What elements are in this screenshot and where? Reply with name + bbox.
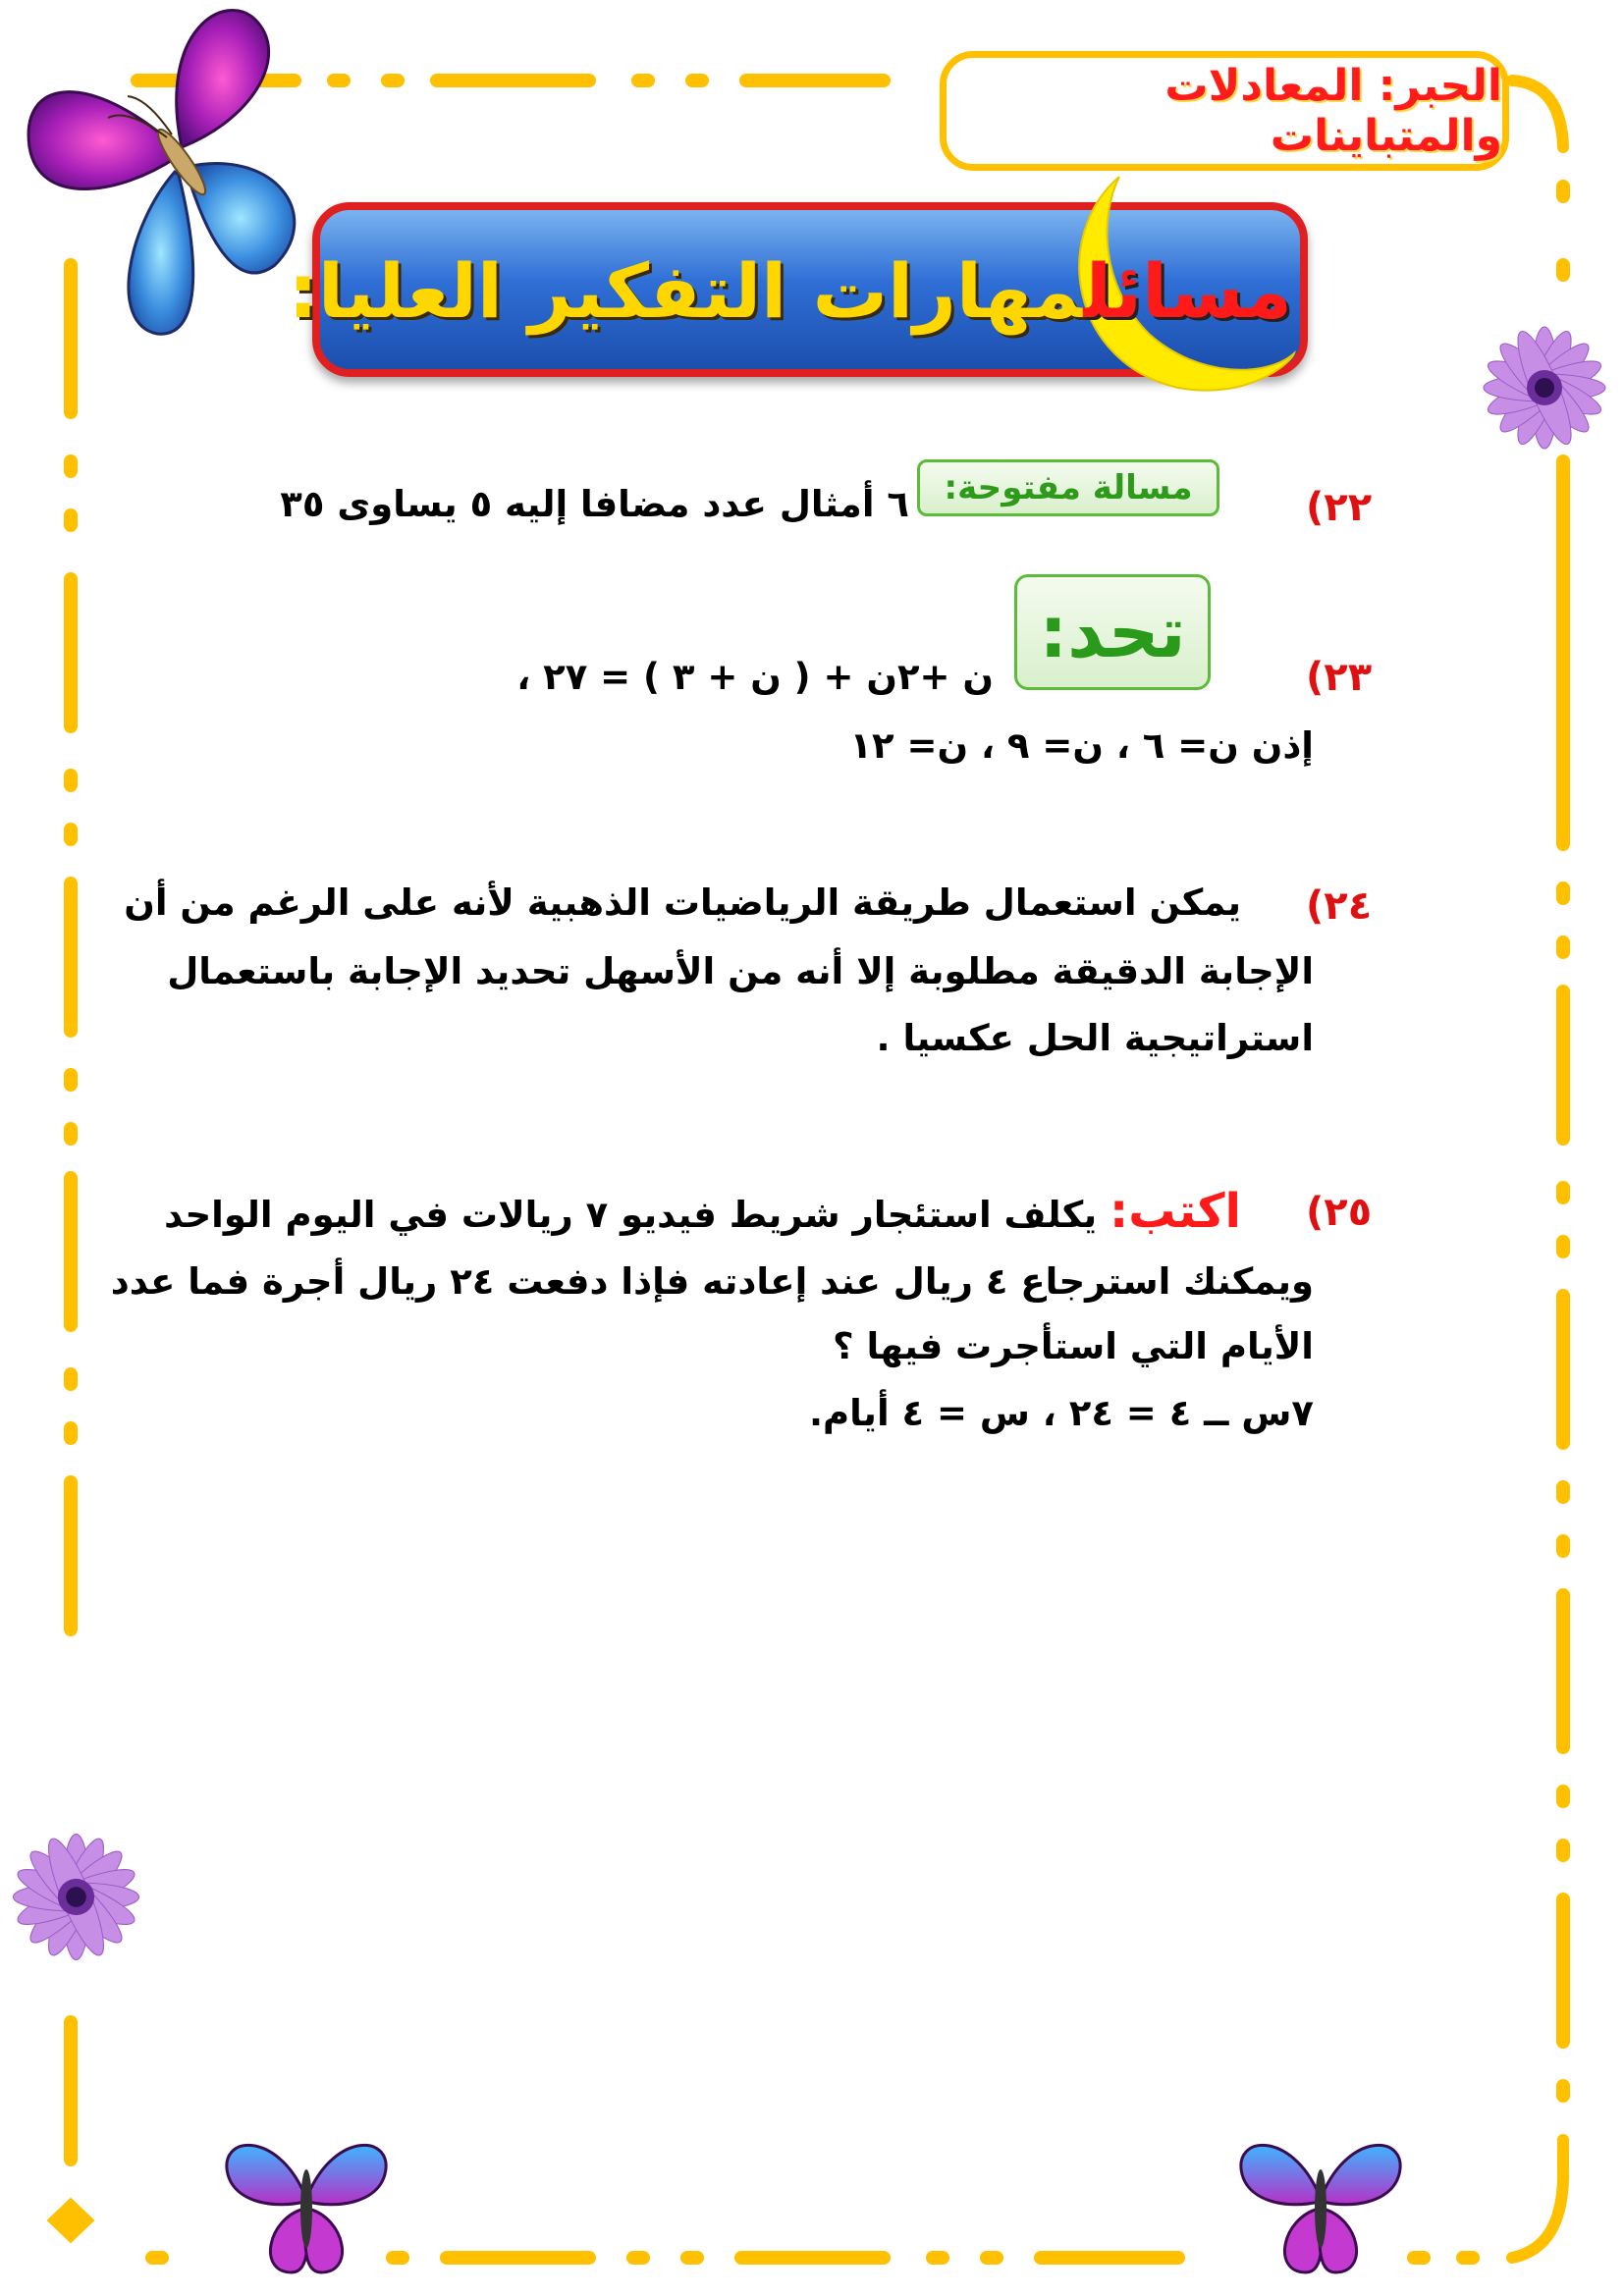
question-22-number: ٢٢): [1306, 485, 1373, 530]
chapter-badge: [940, 51, 1509, 171]
question-24-number: ٢٤): [1306, 883, 1373, 929]
question-25-line-3: الأيام التي استأجرت فيها ؟: [833, 1325, 1314, 1367]
question-25-line-1-text: يكلف استئجار شريط فيديو ٧ ريالات في اليوم الواحد: [164, 1194, 1098, 1236]
question-22-text: ٦ أمثال عدد مضافا إليه ٥ يساوى ٣٥: [280, 483, 909, 525]
title-red-part: مسائل: [1083, 247, 1292, 335]
butterfly-bottom-right-icon: [1232, 2125, 1409, 2282]
question-24-line-1: يمكن استعمال طريقة الرياضيات الذهبية لأنه على الرغم من أن: [124, 881, 1241, 924]
butterfly-bottom-left-icon: [218, 2125, 395, 2282]
challenge-tag: تحد:: [1014, 574, 1211, 690]
page-title: [288, 228, 1306, 355]
question-23-number: ٢٣): [1306, 655, 1373, 700]
title-yellow-part: مهارات التفكير العليا:: [288, 247, 1084, 335]
question-25-line-1: [164, 1184, 1241, 1239]
chapter-label: الحبر: المعادلات والمتباينات: [1164, 61, 1502, 161]
flower-right-icon: [1471, 314, 1618, 461]
question-25-line-4: ٧س ــ ٤ = ٢٤ ، س = ٤ أيام.: [808, 1392, 1314, 1434]
question-25-number: ٢٥): [1306, 1190, 1373, 1235]
flower-left-icon: [0, 1821, 152, 1973]
question-24-line-3: استراتيجية الحل عكسيا .: [876, 1017, 1314, 1059]
question-25-line-2: ويمكنك استرجاع ٤ ريال عند إعادته فإذا دفعت ٢٤ ريال أجرة فما عدد: [110, 1260, 1314, 1303]
question-23-line-2: إذن ن= ٦ ، ن= ٩ ، ن= ١٢: [849, 724, 1314, 767]
question-23-line-1: ن +٢ن + ( ن + ٣ ) = ٢٧ ،: [516, 656, 994, 698]
question-24-line-2: الإجابة الدقيقة مطلوبة إلا أنه من الأسهل تحديد الإجابة باستعمال: [167, 950, 1314, 992]
open-question-tag: مسالة مفتوحة:: [917, 459, 1219, 516]
write-label: اكتب:: [1110, 1184, 1241, 1239]
butterfly-top-left-icon: [10, 0, 334, 353]
